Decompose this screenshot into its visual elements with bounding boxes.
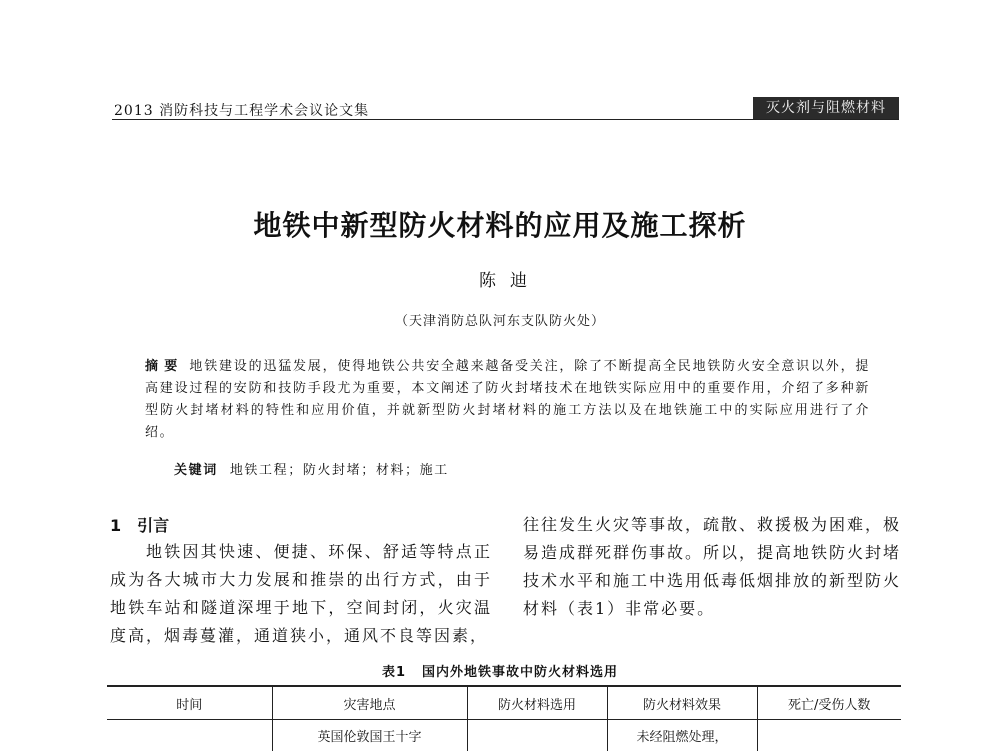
author-name: 陈迪 bbox=[0, 266, 1000, 291]
keywords-text: 地铁工程；防火封堵；材料；施工 bbox=[230, 463, 449, 478]
table-caption-title: 国内外地铁事故中防火材料选用 bbox=[422, 665, 618, 680]
section-heading bbox=[110, 513, 169, 536]
table-header-cell: 防火材料效果 bbox=[607, 686, 757, 720]
abstract bbox=[145, 356, 870, 444]
table-header-cell: 灾害地点 bbox=[272, 686, 467, 720]
table-caption-number: 表1 bbox=[382, 665, 406, 680]
section-number: 1 bbox=[110, 516, 121, 535]
running-header-section: 灭火剂与阻燃材料 bbox=[753, 97, 899, 119]
table-header-cell: 防火材料选用 bbox=[467, 686, 607, 720]
fire-material-table bbox=[107, 685, 901, 751]
table-cell bbox=[467, 720, 607, 751]
keywords bbox=[174, 459, 449, 478]
running-header-left: 2013 消防科技与工程学术会议论文集 bbox=[114, 100, 369, 120]
body-column-right: 往往发生火灾等事故，疏散、救援极为困难，极易造成群死群伤事故。所以，提高地铁防火封堵技术水平和施工中选用低毒低烟排放的新型防火材料（表1）非常必要。 bbox=[523, 511, 901, 623]
table-row bbox=[107, 720, 901, 751]
body-column-left: 地铁因其快速、便捷、环保、舒适等特点正成为各大城市大力发展和推崇的出行方式，由于地铁车站和隧道深埋于地下，空间封闭，火灾温度高，烟毒蔓灌，通道狭小，通风不良等因素， bbox=[110, 538, 492, 650]
table-cell bbox=[107, 720, 272, 751]
table-header-cell: 死亡/受伤人数 bbox=[757, 686, 901, 720]
table-header-row bbox=[107, 686, 901, 720]
abstract-label: 摘要 bbox=[145, 359, 183, 374]
abstract-text: 地铁建设的迅猛发展，使得地铁公共安全越来越备受关注，除了不断提高全民地铁防火安全意识以外，提高建设过程的安防和技防手段尤为重要，本文阐述了防火封堵技术在地铁实际应用中的重要作用，介绍了多种新型防火封堵材料的特性和应用价值，并就新型防火封堵材料的施工方法以及在地铁施工中的实际应用进行了介绍。 bbox=[145, 359, 870, 440]
section-title: 引言 bbox=[137, 516, 169, 535]
author-affiliation: （天津消防总队河东支队防火处） bbox=[0, 310, 1000, 329]
table-caption bbox=[0, 661, 1000, 680]
table-cell: 英国伦敦国王十字 bbox=[272, 720, 467, 751]
table-cell: 未经阻燃处理， bbox=[607, 720, 757, 751]
keywords-label: 关键词 bbox=[174, 463, 218, 478]
paper-title: 地铁中新型防火材料的应用及施工探析 bbox=[0, 204, 1000, 244]
table-header-cell: 时间 bbox=[107, 686, 272, 720]
table-cell bbox=[757, 720, 901, 751]
header-rule bbox=[112, 119, 899, 120]
